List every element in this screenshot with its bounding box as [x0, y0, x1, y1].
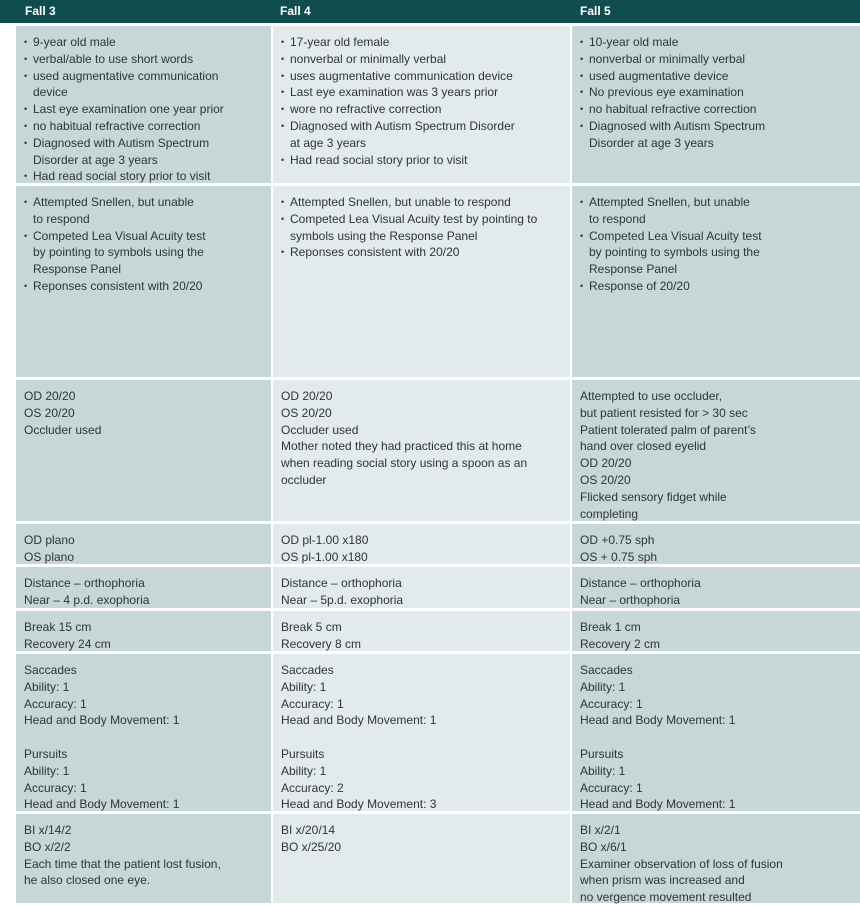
cell-line: OD pl-1.00 x180	[281, 533, 369, 547]
cell-line: Pursuits	[281, 746, 325, 761]
cell-line: Distance – orthophoria	[580, 576, 701, 590]
table-cell-fall-4	[273, 611, 570, 651]
cell-line: Recovery 24 cm	[24, 636, 111, 651]
bullet-list	[24, 34, 265, 185]
table-cell-fall-4	[273, 26, 570, 183]
cell-line: Recovery 8 cm	[281, 636, 362, 651]
bullet-item: • used augmentative device	[580, 68, 854, 85]
cell-line: OS + 0.75 sph	[580, 549, 658, 564]
cell-line: Saccades	[281, 663, 334, 677]
cell-line: Accuracy: 1	[281, 696, 344, 711]
cell-line: Patient tolerated palm of parent’s hand over closed eyelid	[580, 422, 756, 454]
bullet-list	[580, 194, 854, 295]
bullet-item: • no habitual refractive correction	[580, 101, 854, 118]
table-cell-fall-3	[16, 26, 271, 183]
cell-line: Ability: 1	[24, 763, 70, 778]
cell-line: Head and Body Movement: 1	[281, 713, 437, 728]
cell-line: BO x/2/2	[24, 839, 71, 854]
cell-line: BO x/6/1	[580, 839, 627, 854]
cell-line: Head and Body Movement: 3	[281, 797, 437, 812]
cell-line: BI x/2/1	[580, 823, 621, 837]
bullet-list	[580, 34, 854, 152]
table-cell-fall-3	[16, 654, 271, 811]
bullet-item: • nonverbal or minimally verbal	[580, 51, 854, 68]
cell-line: OD 20/20	[24, 389, 76, 403]
bullet-item: • Competed Lea Visual Acuity test by pointing to symbols using the Response Panel	[24, 228, 265, 278]
table-cell-fall-5	[572, 186, 860, 377]
cell-line: Accuracy: 2	[281, 780, 344, 795]
cell-line: Ability: 1	[580, 679, 626, 694]
cell-line: Accuracy: 1	[24, 696, 87, 711]
table-header	[0, 0, 860, 23]
cell-line: Each time that the patient lost fusion, he also closed one eye.	[24, 856, 221, 888]
bullet-item: • nonverbal or minimally verbal	[281, 51, 564, 68]
bullet-item: • no habitual refractive correction	[24, 118, 265, 135]
cell-line	[281, 729, 564, 746]
bullet-item: • Competed Lea Visual Acuity test by pointing to symbols using the Response Panel	[580, 228, 854, 278]
bullet-list	[281, 34, 564, 168]
bullet-item: • Attempted Snellen, but unable to respond	[580, 194, 854, 228]
cell-line: Mother noted they had practiced this at home when reading social story using a spoon as an occluder	[281, 439, 528, 487]
column-header-fall-4: Fall 4	[280, 4, 311, 18]
table-cell-fall-5	[572, 611, 860, 651]
table-cell-fall-5	[572, 26, 860, 183]
bullet-item: • Attempted Snellen, but unable to respond	[24, 194, 265, 228]
cell-line: Break 5 cm	[281, 620, 342, 634]
bullet-item: • 17-year old female	[281, 34, 564, 51]
cell-line: OD 20/20	[281, 389, 333, 403]
table-cell-fall-3	[16, 380, 271, 521]
cell-line: Pursuits	[24, 746, 68, 761]
cell-line: Ability: 1	[580, 763, 626, 778]
table-cell-fall-4	[273, 654, 570, 811]
column-header-fall-5: Fall 5	[580, 4, 611, 18]
table-cell-fall-3	[16, 567, 271, 608]
cell-line: Saccades	[24, 663, 77, 677]
bullet-item: • Had read social story prior to visit	[281, 152, 564, 169]
cell-line: Occluder used	[24, 422, 102, 437]
cell-line: Recovery 2 cm	[580, 636, 661, 651]
cell-line: OS pl-1.00 x180	[281, 549, 368, 564]
cell-line: BI x/20/14	[281, 823, 336, 837]
bullet-item: • uses augmentative communication device	[281, 68, 564, 85]
cell-line: Saccades	[580, 663, 633, 677]
table-cell-fall-5	[572, 567, 860, 608]
cell-line: Head and Body Movement: 1	[580, 713, 736, 728]
cell-line: Flicked sensory fidget while completing	[580, 489, 727, 521]
cell-line: Attempted to use occluder, but patient resisted for > 30 sec	[580, 389, 748, 420]
cell-line: Pursuits	[580, 746, 624, 761]
cell-line: Distance – orthophoria	[281, 576, 402, 590]
cell-line: Near – orthophoria	[580, 592, 681, 607]
cell-line: Occluder used	[281, 422, 359, 437]
cell-line	[580, 729, 854, 746]
bullet-list	[281, 194, 564, 261]
cell-line: BO x/25/20	[281, 839, 342, 854]
table-cell-fall-3	[16, 814, 271, 903]
cell-line: Near – 5p.d. exophoria	[281, 592, 404, 607]
table-cell-fall-4	[273, 186, 570, 377]
bullet-item: • 9-year old male	[24, 34, 265, 51]
bullet-item: • wore no refractive correction	[281, 101, 564, 118]
table-cell-fall-3	[16, 524, 271, 564]
table-cell-fall-3	[16, 186, 271, 377]
table-cell-fall-4	[273, 380, 570, 521]
cell-line: Head and Body Movement: 1	[24, 713, 180, 728]
bullet-item: • Diagnosed with Autism Spectrum Disorder at age 3 years	[580, 118, 854, 152]
cell-line: Accuracy: 1	[580, 696, 643, 711]
bullet-item: • Last eye examination one year prior	[24, 101, 265, 118]
cell-line: OS 20/20	[281, 405, 332, 420]
bullet-item: • Reponses consistent with 20/20	[281, 244, 564, 261]
table-cell-fall-5	[572, 524, 860, 564]
cell-line: Ability: 1	[281, 679, 327, 694]
bullet-item: • Last eye examination was 3 years prior	[281, 84, 564, 101]
bullet-item: • Diagnosed with Autism Spectrum Disorder at age 3 years	[281, 118, 564, 152]
table-cell-fall-5	[572, 814, 860, 903]
cell-line: Ability: 1	[24, 679, 70, 694]
table-cell-fall-5	[572, 380, 860, 521]
bullet-item: • Reponses consistent with 20/20	[24, 278, 265, 295]
bullet-item: • 10-year old male	[580, 34, 854, 51]
cell-line: OD 20/20	[580, 456, 632, 471]
cell-line: OS plano	[24, 549, 75, 564]
bullet-item: • Competed Lea Visual Acuity test by pointing to symbols using the Response Panel	[281, 211, 564, 245]
table-cell-fall-4	[273, 524, 570, 564]
table-cell-fall-4	[273, 567, 570, 608]
table-cell-fall-3	[16, 611, 271, 651]
bullet-item: • verbal/able to use short words	[24, 51, 265, 68]
bullet-list	[24, 194, 265, 295]
cell-line: OD plano	[24, 533, 75, 547]
cell-line: OS 20/20	[24, 405, 75, 420]
cell-line: BI x/14/2	[24, 823, 72, 837]
column-header-fall-3: Fall 3	[25, 4, 56, 18]
bullet-item: • Response of 20/20	[580, 278, 854, 295]
cell-line: Accuracy: 1	[24, 780, 87, 795]
cell-line: Examiner observation of loss of fusion when prism was increased and no vergence movement resulted	[580, 856, 783, 905]
bullet-item: • Attempted Snellen, but unable to respond	[281, 194, 564, 211]
cell-line: Head and Body Movement: 1	[580, 797, 736, 812]
left-margin	[0, 23, 16, 903]
table-cell-fall-5	[572, 654, 860, 811]
cell-line: OS 20/20	[580, 472, 631, 487]
cell-line: Distance – orthophoria	[24, 576, 145, 590]
bullet-item: • Had read social story prior to visit	[24, 168, 265, 185]
cell-line: Accuracy: 1	[580, 780, 643, 795]
bullet-item: • used augmentative communication device	[24, 68, 265, 102]
cell-line: Head and Body Movement: 1	[24, 797, 180, 812]
cell-line: Near – 4 p.d. exophoria	[24, 592, 150, 607]
bullet-item: • No previous eye examination	[580, 84, 854, 101]
cell-line	[24, 729, 265, 746]
cell-line: Ability: 1	[281, 763, 327, 778]
cell-line: Break 1 cm	[580, 620, 641, 634]
cell-line: Break 15 cm	[24, 620, 92, 634]
cell-line: OD +0.75 sph	[580, 533, 655, 547]
bullet-item: • Diagnosed with Autism Spectrum Disorder at age 3 years	[24, 135, 265, 169]
table-cell-fall-4	[273, 814, 570, 903]
